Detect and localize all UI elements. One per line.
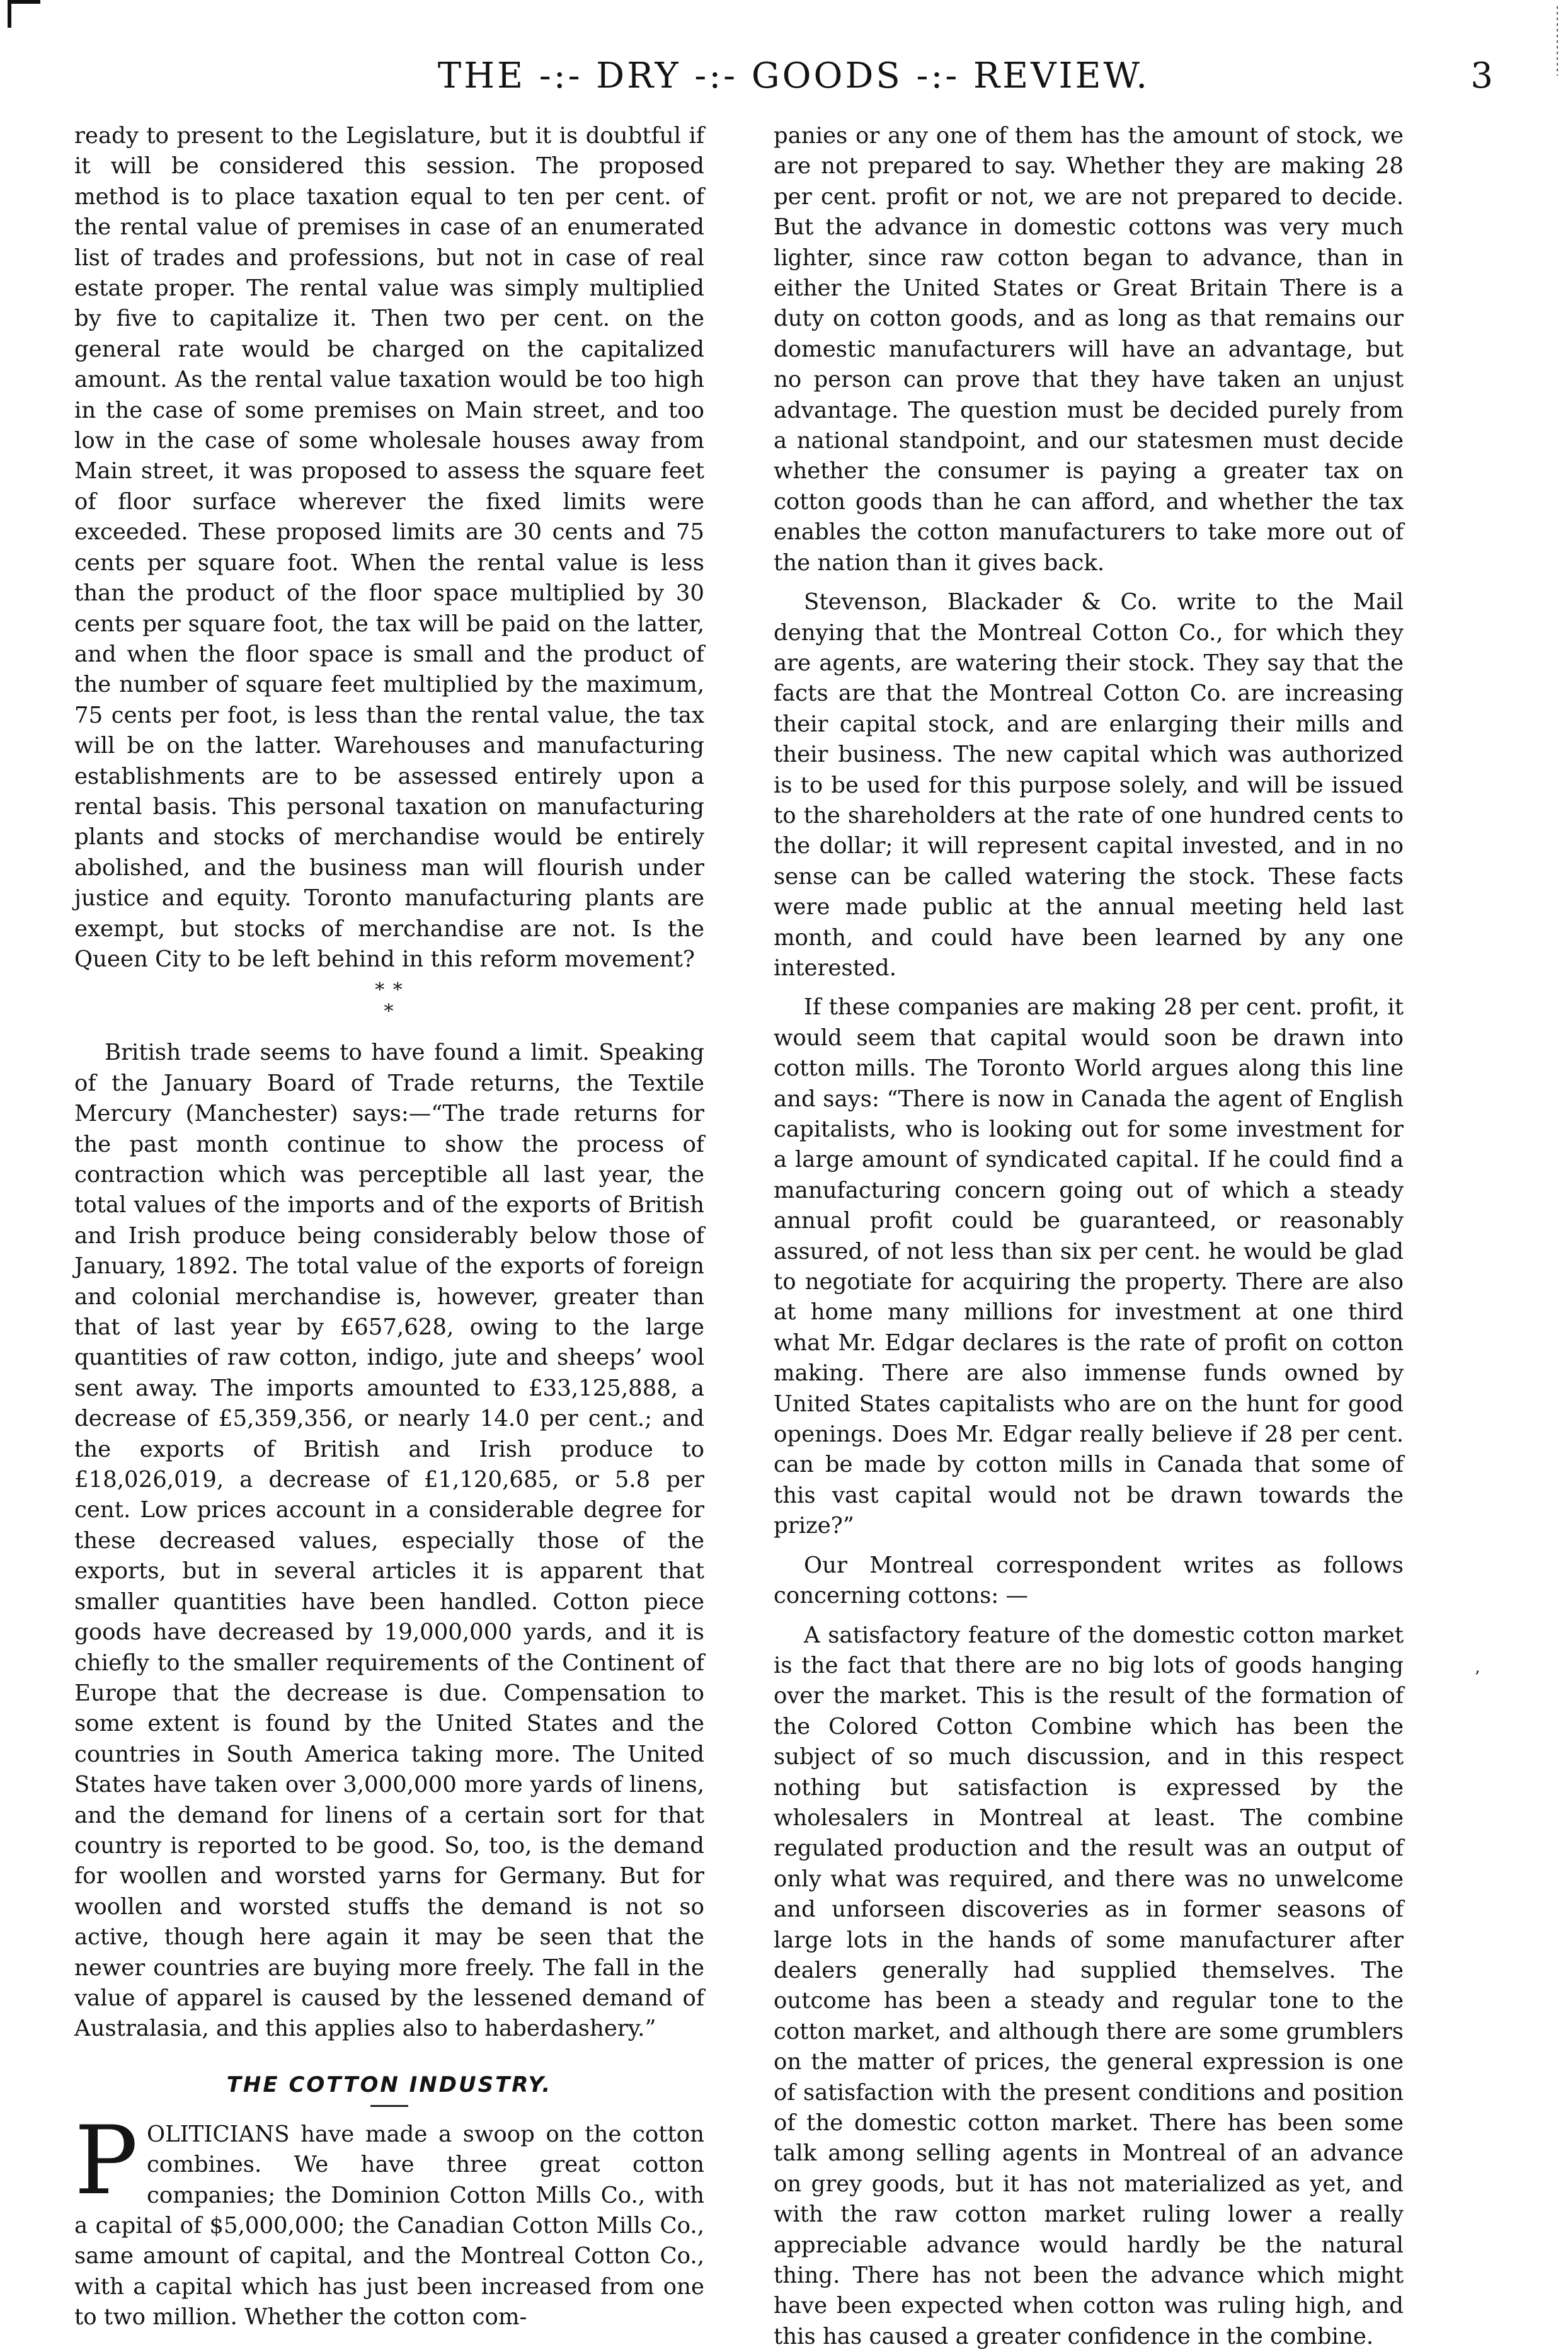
article-paragraph: If these companies are making 28 per cent. profit, it would seem that capital would soon be drawn into cotton mills. The Toronto World argues along this line and says: “There is now in Canada the agent of English capitalists, who is looking out for some investment for a large amount of syndicated capital. If he could find a manufacturing concern going out of which a steady annual profit could be guaranteed, or reasonably assured, of not less than six per cent. he would be glad to negotiate for acquiring the property. There are also at home many millions for investment at one third what Mr. Edgar declares is the rate of profit on cotton making. There are also immense funds owned by United States capitalists who are on the hunt for good openings. Does Mr. Edgar really believe if 28 per cent. can be made by cotton mills in Canada that some of this vast capital would not be drawn towards the prize?”: [774, 992, 1404, 1541]
article-paragraph: panies or any one of them has the amount of stock, we are not prepared to say. Whether they are making 28 per cent. profit or not, we are not prepared to decide. But the advance in domestic cottons was very much lighter, since raw cotton began to advance, than in either the United States or Great Britain There is a duty on cotton goods, and as long as that remains our domestic manufacturers will have an advantage, but no person can prove that they have taken an unjust advantage. The question must be decided purely from a national standpoint, and our statesmen must decide whether the consumer is paying a greater tax on cotton goods than he can afford, and whether the tax enables the cotton manufacturers to take more out of the nation than it gives back.: [774, 121, 1404, 578]
drop-cap-paragraph: [74, 2120, 704, 2333]
article-paragraph: British trade seems to have found a limit. Speaking of the January Board of Trade returns, the Textile Mercury (Manchester) says:—“The trade returns for the past month continue to show the process of contraction which was perceptible all last year, the total values of the imports and of the exports of British and Irish produce being considerably below those of January, 1892. The total value of the exports of foreign and colonial merchandise is, however, greater than that of last year by £657,628, owing to the large quantities of raw cotton, indigo, jute and sheeps’ wool sent away. The imports amounted to £33,125,888, a decrease of £5,359,356, or nearly 14.0 per cent.; and the exports of British and Irish produce to £18,026,019, a decrease of £1,120,685, or 5.8 per cent. Low prices account in a considerable degree for these decreased values, especially those of the exports, but in several articles it is apparent that smaller quantities have been handled. Cotton piece goods have decreased by 19,000,000 yards, and it is chiefly to the smaller requirements of the Continent of Europe that the decrease is due. Compensation to some extent is found by the United States and the countries in South America taking more. The United States have taken over 3,000,000 more yards of linens, and the demand for linens of a certain sort for that country is reported to be good. So, too, is the demand for woollen and worsted yarns for Germany. But for woollen and worsted stuffs the demand is not so active, though here again it may be seen that the newer countries are buying more freely. The fall in the value of apparel is caused by the lessened demand of Australasia, and this applies also to haberdashery.”: [74, 1038, 704, 2044]
margin-tick-mark: [1557, 6, 1558, 76]
page-corner-mark: [8, 0, 40, 4]
page-edge-mark: [8, 0, 11, 28]
page-header: [94, 55, 1493, 112]
article-paragraph: OLITICIANS have made a swoop on the cotton combines. We have three great cotton companies; the Dominion Cotton Mills Co., with a capital of $5,000,000; the Canadian Cotton Mills Co., same amount of capital, and the Montreal Cotton Co., with a capital which has just been increased from one to two million. Whether the cotton com-: [74, 2120, 704, 2333]
page-number: 3: [1470, 55, 1493, 96]
left-column: [74, 121, 704, 2333]
section-heading: THE COTTON INDUSTRY.: [74, 2072, 704, 2097]
masthead-title: THE -:- DRY -:- GOODS -:- REVIEW.: [94, 55, 1493, 96]
heading-rule: [370, 2105, 408, 2107]
stray-print-mark: ʼ: [1474, 1668, 1479, 1687]
right-column: [774, 121, 1404, 2352]
drop-cap-letter: P: [74, 2121, 138, 2201]
section-asterism: * * *: [74, 980, 704, 1023]
article-paragraph: Stevenson, Blackader & Co. write to the Mail denying that the Montreal Cotton Co., for which they are agents, are watering their stock. They say that the facts are that the Montreal Cotton Co. are increasing their capital stock, and are enlarging their mills and their business. The new capital which was authorized is to be used for this purpose solely, and will be issued to the shareholders at the rate of one hundred cents to the dollar; it will represent capital invested, and in no sense can be called watering the stock. These facts were made public at the annual meeting held last month, and could have been learned by any one interested.: [774, 587, 1404, 984]
article-paragraph: ready to present to the Legislature, but it is doubtful if it will be considered this session. The proposed method is to place taxation equal to ten per cent. of the rental value of premises in case of an enumerated list of trades and professions, but not in case of real estate proper. The rental value was simply multiplied by five to capitalize it. Then two per cent. on the general rate would be charged on the capitalized amount. As the rental value taxation would be too high in the case of some premises on Main street, and too low in the case of some wholesale houses away from Main street, it was proposed to assess the square feet of floor surface wherever the fixed limits were exceeded. These proposed limits are 30 cents and 75 cents per square foot. When the rental value is less than the product of the floor space multiplied by 30 cents per square foot, the tax will be paid on the latter, and when the floor space is small and the product of the number of square feet multiplied by the maximum, 75 cents per foot, is less than the rental value, the tax will be on the latter. Warehouses and manufacturing establishments are to be assessed entirely upon a rental basis. This personal taxation on manufacturing plants and stocks of merchandise would be entirely abolished, and the business man will flourish under justice and equity. Toronto manufacturing plants are exempt, but stocks of merchandise are not. Is the Queen City to be left behind in this reform movement?: [74, 121, 704, 975]
article-paragraph: Our Montreal correspondent writes as follows concerning cottons: —: [774, 1551, 1404, 1612]
article-paragraph: A satisfactory feature of the domestic cotton market is the fact that there are no big lots of goods hanging over the market. This is the result of the formation of the Colored Cotton Combine which has been the subject of so much discussion, and in this respect nothing but satisfaction is expressed by the wholesalers in Montreal at least. The combine regulated production and the result was an output of only what was required, and there was no unwelcome and unforseen discoveries as in former seasons of large lots in the hands of some manufacturer after dealers generally had supplied themselves. The outcome has been a steady and regular tone to the cotton market, and although there are some grumblers on the matter of prices, the general expression is one of satisfaction with the present conditions and position of the domestic cotton market. There has been some talk among selling agents in Montreal of an advance on grey goods, but it has not materialized as yet, and with the raw cotton market ruling lower a really appreciable advance would hardly be the natural thing. There has not been the advance which might have been expected when cotton was ruling high, and this has caused a greater confidence in the combine.: [774, 1621, 1404, 2352]
